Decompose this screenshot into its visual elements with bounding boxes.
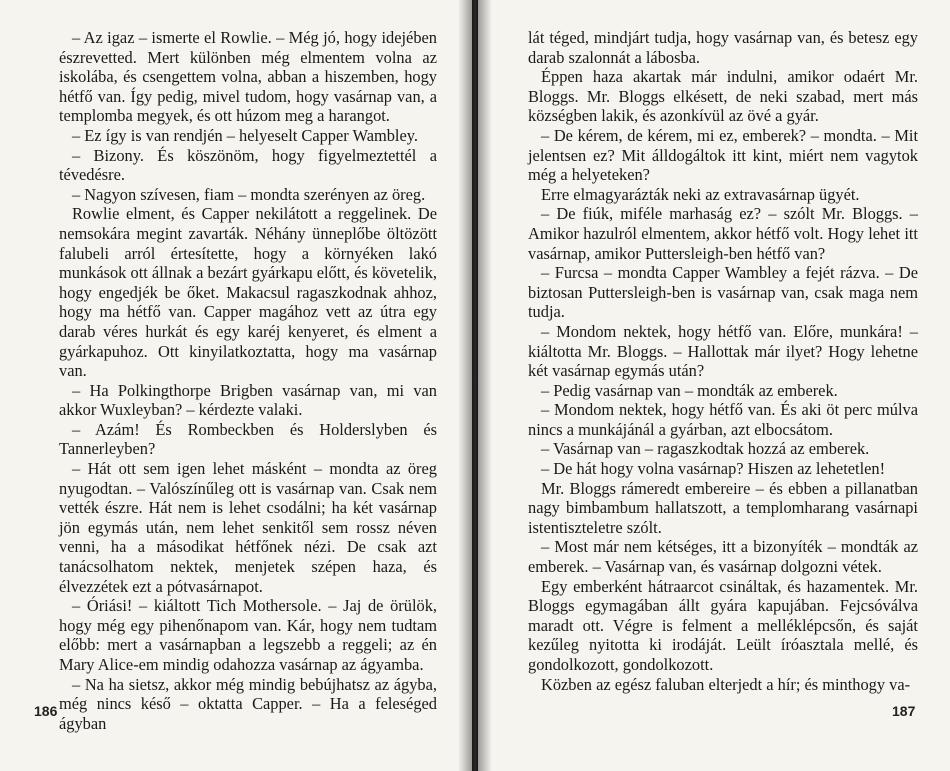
paragraph: – Azám! És Rombeckben és Holderslyben és Tannerleyben? (59, 419, 437, 459)
paragraph: Éppen haza akartak már indulni, amikor odaért Mr. Bloggs. Mr. Bloggs elkésett, de neki szabad, mert más községben lakik, és azonkívül az övé a gyár. (528, 67, 918, 126)
paragraph: – Óriási! – kiáltott Tich Mothersole. – Jaj de örülök, hogy még egy pihenőnapom van. Kár, hogy nem tudtam előbb: mert a vasárnapban a legszebb a reggeli; az én Mary Alice-em mindig odahozza vasárnap az ágyamba. (59, 596, 437, 674)
paragraph: – Pedig vasárnap van – mondták az emberek. (541, 380, 838, 400)
paragraph: Rowlie elment, és Capper nekilátott a reggelinek. De nemsokára megint zavarták. Néhány ünneplőbe öltözött falubeli arról értesítette, hogy a környéken lakó munkások ott állnak a bezárt gyárkapu előtt, és követelik, hogy engedjék be őket. Makacsul ragaszkodnak ahhoz, hogy ma hétfő van. Capper magához vett az útra egy darab véres hurkát és egy karéj kenyeret, és elment a gyárkapuhoz. Ott kinyilatkoztatta, hogy ma vasárnap van. (59, 204, 437, 381)
paragraph: Közben az egész faluban elterjedt a hír; és minthogy va- (541, 674, 911, 694)
paragraph: – De fiúk, miféle marhaság ez? – szólt Mr. Bloggs. – Amikor hazulról elmentem, akkor hétfő volt. Hogy lehet itt vasárnap, amikor Puttersleigh-ben hétfő van? (528, 204, 918, 263)
book-gutter (458, 0, 492, 771)
paragraph: – Ha Polkingthorpe Brigben vasárnap van, mi van akkor Wuxleyban? – kérdezte valaki. (59, 380, 437, 420)
paragraph-continuation: lát téged, mindjárt tudja, hogy vasárnap van, és betesz egy darab szalonnát a lábosba. (528, 28, 918, 67)
paragraph: – Furcsa – mondta Capper Wambley a fejét rázva. – De biztosan Puttersleigh-ben is vasárnap van, csak maga nem tudja. (528, 263, 918, 322)
paragraph: – Mondom nektek, hogy hétfő van. És aki öt perc múlva nincs a munkájánál a gyárban, azt elbocsátom. (528, 400, 918, 439)
paragraph: Erre elmagyarázták neki az extravasárnap ügyét. (541, 184, 860, 204)
paragraph: Mr. Bloggs rámeredt embereire – és ebben a pillanatban nagy bimbambum hallatszott, a templomharang vasárnapi istentiszteletre szólt. (528, 478, 918, 537)
paragraph: – Vasárnap van – ragaszkodtak hozzá az emberek. (541, 439, 870, 459)
right-page (478, 0, 950, 771)
page-number-left: 186 (34, 703, 58, 719)
page-number-right: 187 (892, 703, 916, 719)
left-page (0, 0, 472, 771)
paragraph: – Hát ott sem igen lehet másként – mondta az öreg nyugodtan. – Valószínűleg ott is vasárnap van. Csak nem vették észre. Hát nem is lehet csodálni; ha két vasárnap jön egymás után, nem lehet senkitől sem rossz néven venni, ha a másodikat hétfőnek nézi. De csak azt tanácsolhatom nektek, menjetek szépen haza, és élvezzétek ezt a pótvasárnapot. (59, 459, 437, 596)
paragraph: – Az igaz – ismerte el Rowlie. – Még jó, hogy idejében észrevetted. Mert különben még elmentem volna az iskolába, és csengettem volna, abban a hiszemben, hogy hétfő van. Így pedig, mivel tudom, hogy vasárnap van, a templomba megyek, és ott húzom meg a harangot. (59, 28, 437, 126)
left-page-text (59, 28, 437, 733)
paragraph: – Mondom nektek, hogy hétfő van. Előre, munkára! – kiáltotta Mr. Bloggs. – Hallottak már ilyet? Hogy lehetne két vasárnap egymás után? (528, 321, 918, 381)
paragraph: – Most már nem kétséges, itt a bizonyíték – mondták az emberek. – Vasárnap van, és vasárnap dolgozni vétek. (528, 537, 918, 577)
paragraph: – Nagyon szívesen, fiam – mondta szerényen az öreg. (72, 184, 426, 204)
paragraph: – De kérem, de kérem, mi ez, emberek? – mondta. – Mit jelentsen ez? Mit álldogáltok itt kint, miért nem vagytok még a helyeteken? (528, 125, 918, 185)
paragraph: Egy emberként hátraarcot csináltak, és hazamentek. Mr. Bloggs egymagában állt gyára kapujában. Fejcsóválva maradt ott. Végre is felment a melléklépcsőn, és saját kezűleg nyitotta ki irodáját. Leült íróasztala mellé, és gondolkozott, gondolkozott. (528, 576, 918, 674)
paragraph: – Na ha sietsz, akkor még mindig bebújhatsz az ágyba, még nincs késő – oktatta Capper. – Ha a feleséged ágyban (59, 674, 437, 733)
right-page-text (528, 28, 918, 694)
paragraph: – De hát hogy volna vasárnap? Hiszen az lehetetlen! (541, 459, 886, 479)
paragraph: – Ez így is van rendjén – helyeselt Capper Wambley. (72, 125, 418, 145)
paragraph: – Bizony. És köszönöm, hogy figyelmeztettél a tévedésre. (59, 145, 437, 185)
